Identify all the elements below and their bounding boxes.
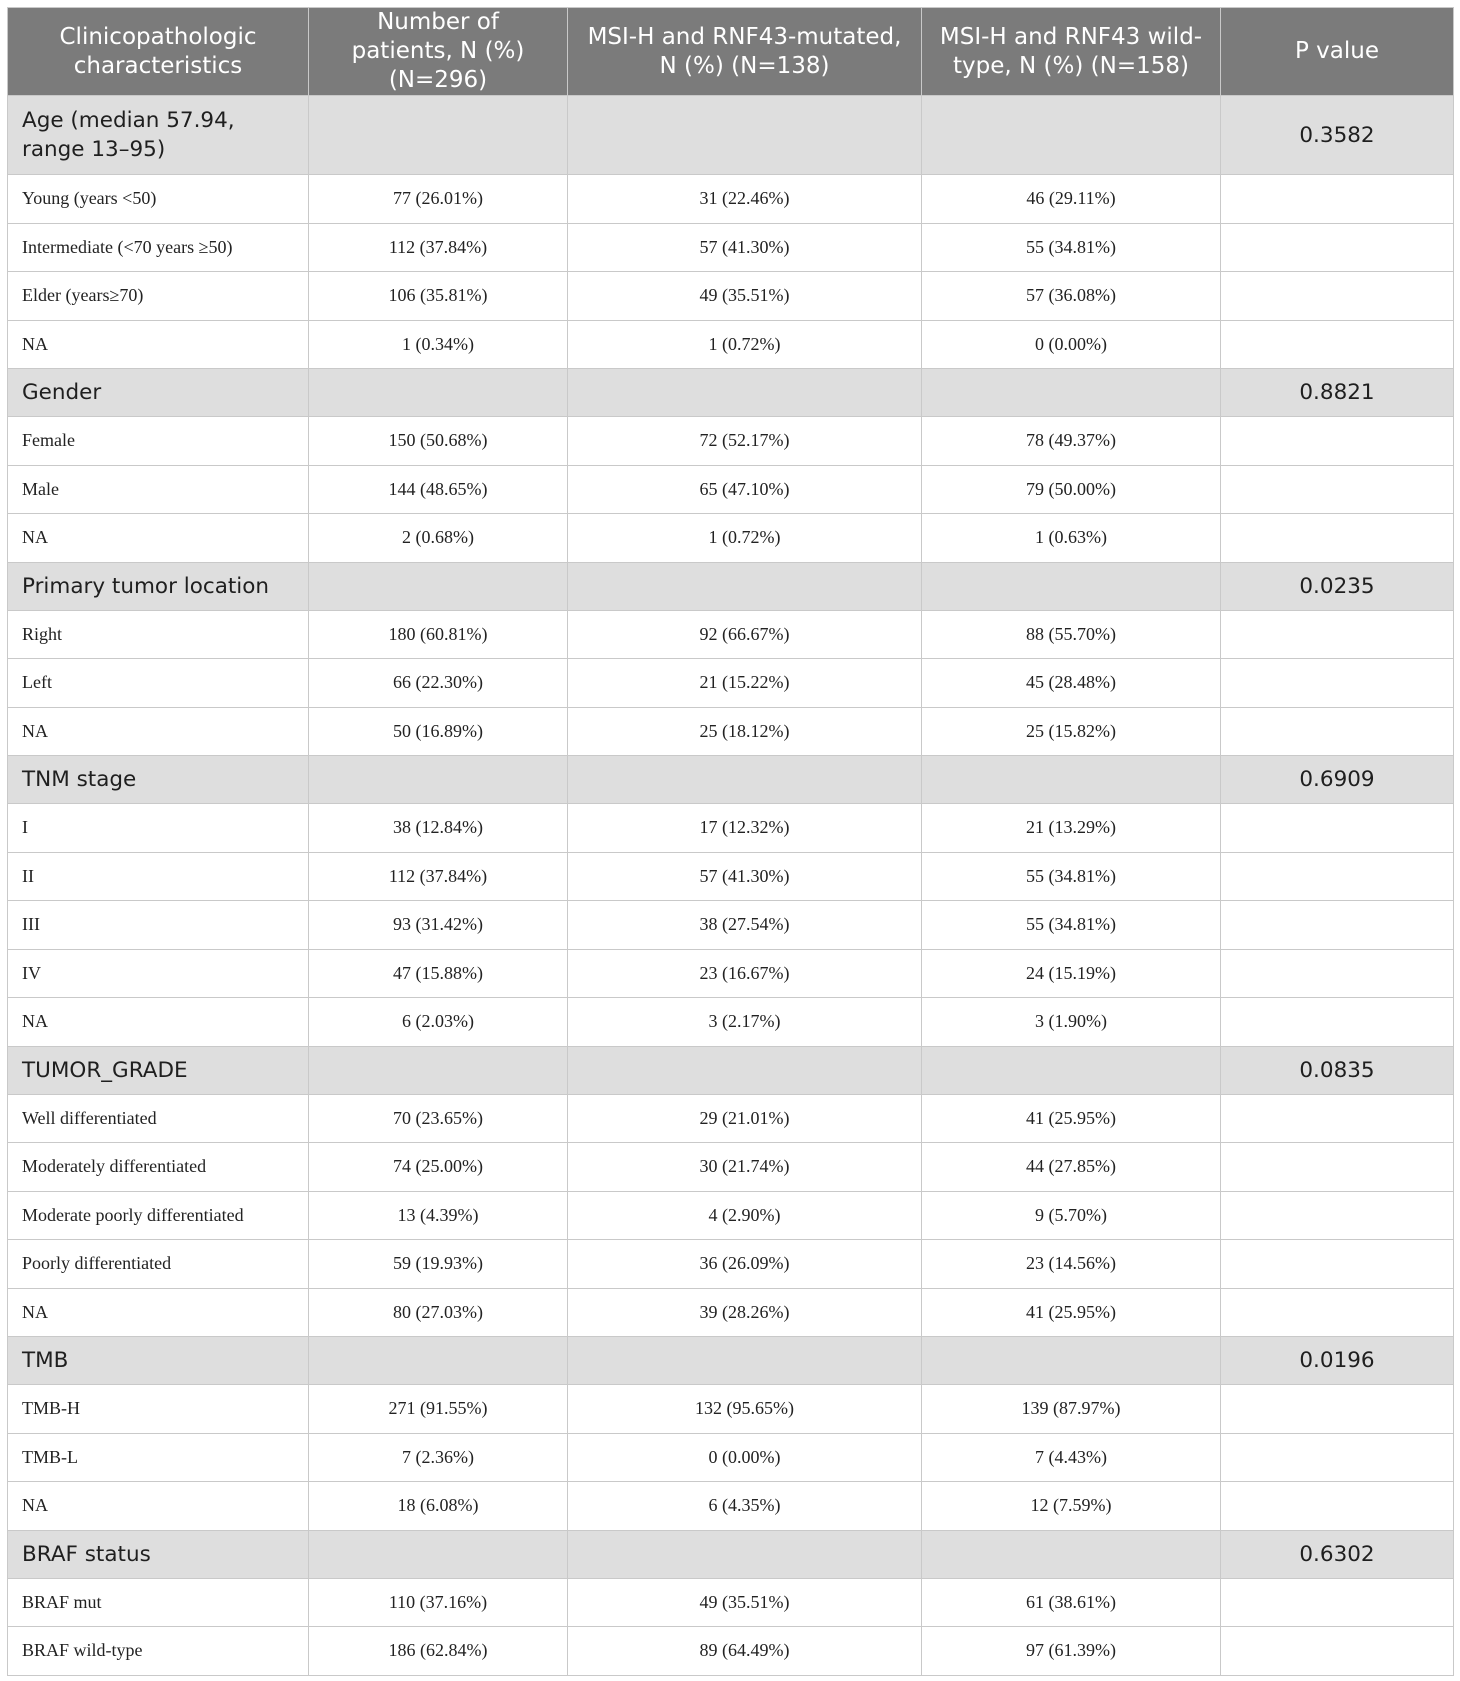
wild-type-count: 23 (14.56%)	[922, 1240, 1221, 1289]
table-row	[8, 707, 1454, 756]
table-row	[8, 1191, 1454, 1240]
row-label: NA	[8, 514, 309, 563]
row-label: TMB-L	[8, 1433, 309, 1482]
table-body	[8, 96, 1454, 1676]
wild-type-count: 97 (61.39%)	[922, 1627, 1221, 1676]
table-row	[8, 175, 1454, 224]
row-label: Left	[8, 659, 309, 708]
table-row	[8, 320, 1454, 369]
row-label: NA	[8, 707, 309, 756]
empty-cell	[1221, 1578, 1454, 1627]
group-row	[8, 369, 1454, 417]
p-value: 0.8821	[1221, 369, 1454, 417]
wild-type-count: 25 (15.82%)	[922, 707, 1221, 756]
total-count: 110 (37.16%)	[309, 1578, 568, 1627]
total-count: 38 (12.84%)	[309, 804, 568, 853]
empty-cell	[1221, 998, 1454, 1047]
empty-cell	[568, 1337, 922, 1385]
empty-cell	[922, 1337, 1221, 1385]
table-row	[8, 1288, 1454, 1337]
total-count: 70 (23.65%)	[309, 1094, 568, 1143]
empty-cell	[1221, 610, 1454, 659]
row-label: Intermediate (<70 years ≥50)	[8, 223, 309, 272]
wild-type-count: 79 (50.00%)	[922, 465, 1221, 514]
mutated-count: 17 (12.32%)	[568, 804, 922, 853]
table-row	[8, 1627, 1454, 1676]
empty-cell	[1221, 1288, 1454, 1337]
total-count: 77 (26.01%)	[309, 175, 568, 224]
header-number-of-patients: Number of patients, N (%) (N=296)	[309, 8, 568, 96]
group-label: TNM stage	[8, 756, 309, 804]
total-count: 112 (37.84%)	[309, 223, 568, 272]
total-count: 2 (0.68%)	[309, 514, 568, 563]
wild-type-count: 12 (7.59%)	[922, 1482, 1221, 1531]
row-label: Elder (years≥70)	[8, 272, 309, 321]
mutated-count: 89 (64.49%)	[568, 1627, 922, 1676]
row-label: Young (years <50)	[8, 175, 309, 224]
table-row	[8, 1578, 1454, 1627]
wild-type-count: 24 (15.19%)	[922, 949, 1221, 998]
row-label: NA	[8, 1288, 309, 1337]
table-row	[8, 804, 1454, 853]
total-count: 18 (6.08%)	[309, 1482, 568, 1531]
total-count: 112 (37.84%)	[309, 852, 568, 901]
empty-cell	[309, 1046, 568, 1094]
empty-cell	[1221, 417, 1454, 466]
table-row	[8, 659, 1454, 708]
mutated-count: 72 (52.17%)	[568, 417, 922, 466]
mutated-count: 38 (27.54%)	[568, 901, 922, 950]
empty-cell	[1221, 320, 1454, 369]
mutated-count: 29 (21.01%)	[568, 1094, 922, 1143]
total-count: 50 (16.89%)	[309, 707, 568, 756]
empty-cell	[568, 1530, 922, 1578]
empty-cell	[568, 96, 922, 175]
empty-cell	[1221, 1433, 1454, 1482]
table-row	[8, 1433, 1454, 1482]
empty-cell	[1221, 223, 1454, 272]
mutated-count: 49 (35.51%)	[568, 1578, 922, 1627]
row-label: NA	[8, 320, 309, 369]
group-row	[8, 562, 1454, 610]
empty-cell	[309, 562, 568, 610]
header-p-value: P value	[1221, 8, 1454, 96]
p-value: 0.0196	[1221, 1337, 1454, 1385]
wild-type-count: 46 (29.11%)	[922, 175, 1221, 224]
empty-cell	[1221, 175, 1454, 224]
table-header	[8, 8, 1454, 96]
empty-cell	[309, 1530, 568, 1578]
mutated-count: 57 (41.30%)	[568, 852, 922, 901]
total-count: 59 (19.93%)	[309, 1240, 568, 1289]
empty-cell	[1221, 852, 1454, 901]
mutated-count: 49 (35.51%)	[568, 272, 922, 321]
row-label: II	[8, 852, 309, 901]
row-label: Female	[8, 417, 309, 466]
row-label: Moderate poorly differentiated	[8, 1191, 309, 1240]
total-count: 74 (25.00%)	[309, 1143, 568, 1192]
group-row	[8, 1046, 1454, 1094]
row-label: BRAF mut	[8, 1578, 309, 1627]
empty-cell	[309, 96, 568, 175]
total-count: 150 (50.68%)	[309, 417, 568, 466]
total-count: 80 (27.03%)	[309, 1288, 568, 1337]
table-row	[8, 949, 1454, 998]
wild-type-count: 41 (25.95%)	[922, 1094, 1221, 1143]
wild-type-count: 139 (87.97%)	[922, 1385, 1221, 1434]
wild-type-count: 78 (49.37%)	[922, 417, 1221, 466]
row-label: III	[8, 901, 309, 950]
empty-cell	[1221, 1191, 1454, 1240]
total-count: 93 (31.42%)	[309, 901, 568, 950]
wild-type-count: 45 (28.48%)	[922, 659, 1221, 708]
total-count: 106 (35.81%)	[309, 272, 568, 321]
empty-cell	[1221, 1094, 1454, 1143]
empty-cell	[1221, 901, 1454, 950]
empty-cell	[922, 96, 1221, 175]
mutated-count: 65 (47.10%)	[568, 465, 922, 514]
table-row	[8, 998, 1454, 1047]
empty-cell	[1221, 804, 1454, 853]
wild-type-count: 41 (25.95%)	[922, 1288, 1221, 1337]
mutated-count: 1 (0.72%)	[568, 320, 922, 369]
empty-cell	[922, 369, 1221, 417]
mutated-count: 39 (28.26%)	[568, 1288, 922, 1337]
mutated-count: 31 (22.46%)	[568, 175, 922, 224]
mutated-count: 6 (4.35%)	[568, 1482, 922, 1531]
p-value: 0.3582	[1221, 96, 1454, 175]
group-label: Gender	[8, 369, 309, 417]
total-count: 180 (60.81%)	[309, 610, 568, 659]
group-label: TUMOR_GRADE	[8, 1046, 309, 1094]
p-value: 0.6302	[1221, 1530, 1454, 1578]
empty-cell	[1221, 1240, 1454, 1289]
wild-type-count: 61 (38.61%)	[922, 1578, 1221, 1627]
empty-cell	[1221, 465, 1454, 514]
table-row	[8, 901, 1454, 950]
row-label: Well differentiated	[8, 1094, 309, 1143]
empty-cell	[1221, 659, 1454, 708]
table-row	[8, 1094, 1454, 1143]
total-count: 47 (15.88%)	[309, 949, 568, 998]
empty-cell	[309, 1337, 568, 1385]
mutated-count: 0 (0.00%)	[568, 1433, 922, 1482]
table-row	[8, 272, 1454, 321]
empty-cell	[1221, 1482, 1454, 1531]
empty-cell	[1221, 949, 1454, 998]
header-rnf43-mutated: MSI-H and RNF43-mutated, N (%) (N=138)	[568, 8, 922, 96]
row-label: IV	[8, 949, 309, 998]
p-value: 0.0235	[1221, 562, 1454, 610]
empty-cell	[309, 369, 568, 417]
mutated-count: 4 (2.90%)	[568, 1191, 922, 1240]
table-row	[8, 465, 1454, 514]
empty-cell	[922, 562, 1221, 610]
empty-cell	[568, 1046, 922, 1094]
total-count: 6 (2.03%)	[309, 998, 568, 1047]
table-row	[8, 1240, 1454, 1289]
wild-type-count: 88 (55.70%)	[922, 610, 1221, 659]
group-row	[8, 756, 1454, 804]
table-row	[8, 1143, 1454, 1192]
wild-type-count: 44 (27.85%)	[922, 1143, 1221, 1192]
empty-cell	[1221, 707, 1454, 756]
mutated-count: 3 (2.17%)	[568, 998, 922, 1047]
table-row	[8, 1482, 1454, 1531]
mutated-count: 23 (16.67%)	[568, 949, 922, 998]
row-label: Moderately differentiated	[8, 1143, 309, 1192]
wild-type-count: 55 (34.81%)	[922, 901, 1221, 950]
mutated-count: 36 (26.09%)	[568, 1240, 922, 1289]
group-label: Age (median 57.94, range 13–95)	[8, 96, 309, 175]
table-row	[8, 852, 1454, 901]
group-label: BRAF status	[8, 1530, 309, 1578]
group-row	[8, 1337, 1454, 1385]
empty-cell	[1221, 272, 1454, 321]
wild-type-count: 21 (13.29%)	[922, 804, 1221, 853]
empty-cell	[1221, 514, 1454, 563]
mutated-count: 57 (41.30%)	[568, 223, 922, 272]
wild-type-count: 55 (34.81%)	[922, 852, 1221, 901]
table-row	[8, 514, 1454, 563]
row-label: BRAF wild-type	[8, 1627, 309, 1676]
empty-cell	[568, 756, 922, 804]
mutated-count: 30 (21.74%)	[568, 1143, 922, 1192]
group-label: Primary tumor location	[8, 562, 309, 610]
table-row	[8, 1385, 1454, 1434]
total-count: 7 (2.36%)	[309, 1433, 568, 1482]
mutated-count: 92 (66.67%)	[568, 610, 922, 659]
mutated-count: 1 (0.72%)	[568, 514, 922, 563]
p-value: 0.0835	[1221, 1046, 1454, 1094]
row-label: TMB-H	[8, 1385, 309, 1434]
table-row	[8, 223, 1454, 272]
empty-cell	[922, 1046, 1221, 1094]
total-count: 13 (4.39%)	[309, 1191, 568, 1240]
row-label: I	[8, 804, 309, 853]
table-row	[8, 417, 1454, 466]
row-label: NA	[8, 1482, 309, 1531]
empty-cell	[922, 756, 1221, 804]
header-characteristics: Clinicopathologic characteristics	[8, 8, 309, 96]
group-label: TMB	[8, 1337, 309, 1385]
row-label: Poorly differentiated	[8, 1240, 309, 1289]
header-rnf43-wild-type: MSI-H and RNF43 wild-type, N (%) (N=158)	[922, 8, 1221, 96]
mutated-count: 21 (15.22%)	[568, 659, 922, 708]
row-label: Male	[8, 465, 309, 514]
total-count: 1 (0.34%)	[309, 320, 568, 369]
group-row	[8, 1530, 1454, 1578]
group-row	[8, 96, 1454, 175]
header-row	[8, 8, 1454, 96]
total-count: 271 (91.55%)	[309, 1385, 568, 1434]
p-value: 0.6909	[1221, 756, 1454, 804]
empty-cell	[309, 756, 568, 804]
row-label: NA	[8, 998, 309, 1047]
wild-type-count: 55 (34.81%)	[922, 223, 1221, 272]
wild-type-count: 57 (36.08%)	[922, 272, 1221, 321]
wild-type-count: 0 (0.00%)	[922, 320, 1221, 369]
mutated-count: 25 (18.12%)	[568, 707, 922, 756]
wild-type-count: 7 (4.43%)	[922, 1433, 1221, 1482]
empty-cell	[1221, 1385, 1454, 1434]
clinicopathologic-table	[7, 7, 1454, 1676]
empty-cell	[568, 562, 922, 610]
empty-cell	[922, 1530, 1221, 1578]
row-label: Right	[8, 610, 309, 659]
total-count: 66 (22.30%)	[309, 659, 568, 708]
mutated-count: 132 (95.65%)	[568, 1385, 922, 1434]
wild-type-count: 3 (1.90%)	[922, 998, 1221, 1047]
empty-cell	[1221, 1627, 1454, 1676]
total-count: 144 (48.65%)	[309, 465, 568, 514]
total-count: 186 (62.84%)	[309, 1627, 568, 1676]
empty-cell	[568, 369, 922, 417]
empty-cell	[1221, 1143, 1454, 1192]
wild-type-count: 1 (0.63%)	[922, 514, 1221, 563]
table-row	[8, 610, 1454, 659]
wild-type-count: 9 (5.70%)	[922, 1191, 1221, 1240]
